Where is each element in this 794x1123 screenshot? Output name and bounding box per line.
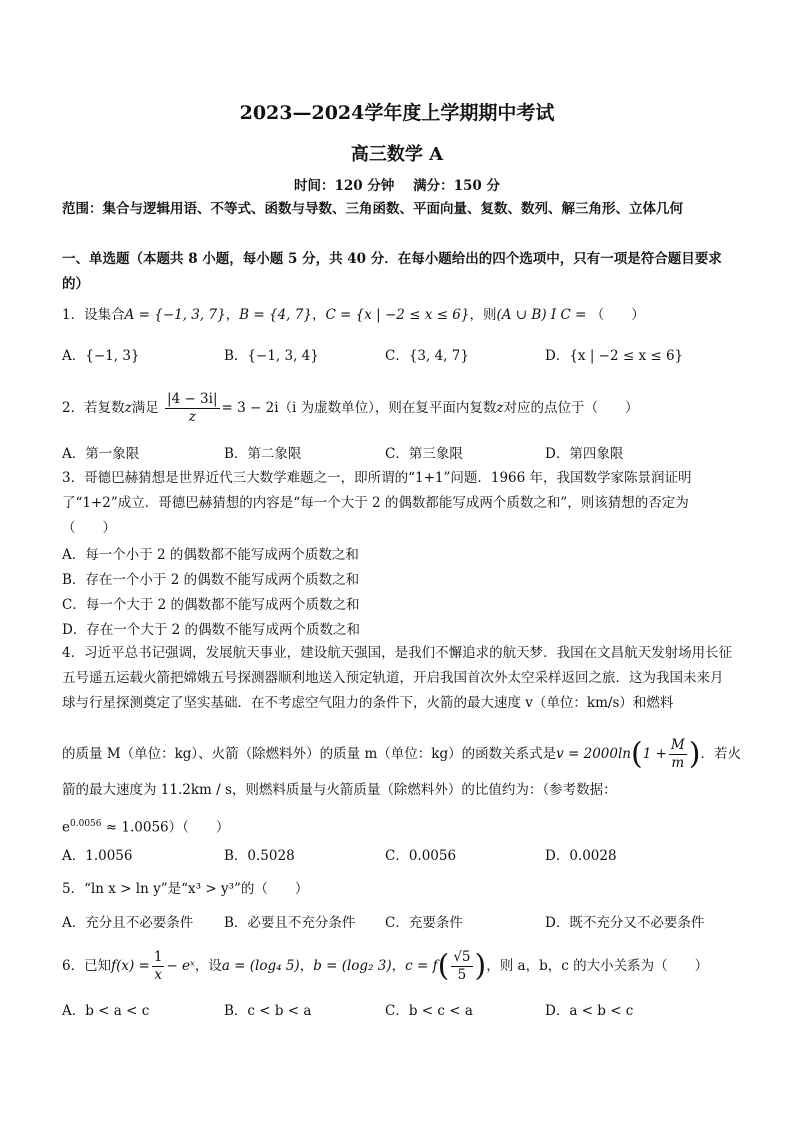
q6-stem-b: ，设 (194, 958, 222, 974)
q1-option-a[interactable]: A．{−1, 3} (62, 348, 140, 364)
q2-stem-c: （i 为虚数单位），则在复平面内复数 (278, 400, 497, 416)
q4-paren-right: ) (688, 736, 701, 772)
question-6: 6．已知f(x) = $\frac{1}{x}$ − eˣ，设a = (log₄ 5)，b = (log₂ 3)，c = f( $\frac{√5}{5}$ )，则 a，b，c 的大小关系为（ ） (62, 948, 709, 984)
q6-fraction (152, 949, 165, 984)
q2-denominator: z (188, 409, 196, 425)
q5-option-a[interactable]: A．充分且不必要条件 (62, 915, 194, 931)
q4-stem-c: ．若火 (700, 746, 741, 762)
q1-expr: (A ∪ B) I C (496, 307, 571, 323)
q6-fx: f(x) = (111, 958, 150, 974)
q1-stem-b: ，则 (469, 307, 497, 323)
q4-option-c[interactable]: C．0.0056 (385, 848, 457, 864)
time-info: 时间：120 分钟 满分：150 分 (293, 178, 501, 194)
q3-option-b[interactable]: B．存在一个小于 2 的偶数不能写成两个质数之和 (62, 572, 360, 588)
q4-fraction (669, 737, 687, 772)
q6-a-def: a = (log₄ 5) (221, 958, 300, 974)
q6-c-def: c = f (405, 958, 438, 974)
q6-c-fraction (451, 949, 472, 984)
q2-fraction (165, 391, 220, 426)
question-4-formula-line (62, 734, 752, 774)
question-3: 3．哥德巴赫猜想是世界近代三大数学难题之一，即所谓的“1+1”问题．1966 年，我国数学家陈景润证明了“1+2”成立．哥德巴赫猜想的内容是“每一个大于 2 的偶数都能写成两个质数之和”，则该猜想的否定为（ ） (62, 470, 692, 536)
exam-title: 2023—2024学年度上学期期中考试 (239, 102, 555, 124)
q4-ref-rhs: ≈ 1.0056）（ ） (105, 819, 230, 836)
q4-formula-one: 1 + (642, 746, 667, 762)
q4-paren-left: ( (631, 736, 643, 772)
q1-stem-c: = （ ） (575, 307, 645, 323)
q2-equals: = 3 − 2i (221, 400, 279, 416)
q6-option-d[interactable]: D．a < b < c (545, 1003, 634, 1019)
q5-option-d[interactable]: D．既不充分又不必要条件 (545, 915, 705, 931)
q3-option-d[interactable]: D．存在一个大于 2 的偶数不能写成两个质数之和 (62, 622, 360, 638)
q2-stem-d: 对应的点位于（ ） (503, 400, 639, 416)
q4-stem-d: 箭的最大速度为 11.2km / s，则燃料质量与火箭质量（除燃料外）的比值约为：（参考数据： (62, 782, 617, 798)
q6-c-num: √5 (453, 949, 471, 965)
q4-option-d[interactable]: D．0.0028 (545, 848, 617, 864)
q1-set-c: C = {x | −2 ≤ x ≤ 6} (325, 307, 470, 323)
q6-frac-den: x (154, 967, 162, 983)
q4-option-a[interactable]: A．1.0056 (62, 848, 133, 864)
section-heading: 一、单选题（本题共 8 小题，每小题 5 分，共 40 分．在每小题给出的四个选项中，只有一项是符合题目要求的） (62, 251, 722, 292)
q5-option-b[interactable]: B．必要且不充分条件 (224, 915, 356, 931)
q6-stem-a: 6．已知 (62, 958, 112, 974)
q6-option-a[interactable]: A．b < a < c (62, 1003, 150, 1019)
q1-stem-a: 1．设集合 (62, 307, 125, 323)
question-5: 5．“ln x > ln y”是“x³ > y³”的（ ） (62, 881, 309, 897)
q6-minus-exp: − eˣ (166, 958, 195, 974)
q4-denominator: m (671, 755, 685, 771)
q6-stem-c: ，则 a，b，c 的大小关系为（ ） (486, 958, 709, 974)
q6-paren-right: ) (474, 948, 487, 984)
q2-option-a[interactable]: A．第一象限 (62, 446, 140, 462)
exam-subtitle: 高三数学 A (350, 144, 444, 165)
q2-option-c[interactable]: C．第三象限 (385, 446, 463, 462)
q4-numerator: M (670, 737, 685, 753)
question-4-text: 4．习近平总书记强调，发展航天事业，建设航天强国，是我们不懈追求的航天梦．我国在文昌航天发射场用长征五号遥五运载火箭把嫦娥五号探测器顺利地送入预定轨道，开启我国首次外太空采样返回之旅．这为我国未来月球与行星探测奠定了坚实基础．在不考虑空气阻力的条件下，火箭的最大速度 v（单位：km/s）和燃料 (62, 645, 733, 711)
q2-stem-a: 2．若复数 (62, 400, 125, 416)
question-1: 1．设集合A = {−1, 3, 7}，B = {4, 7}，C = {x | −2 ≤ x ≤ 6}，则(A ∪ B) I C = （ ） (62, 307, 645, 323)
q1-option-c[interactable]: C．{3, 4, 7} (385, 348, 469, 364)
question-2 (62, 391, 752, 427)
q1-option-d[interactable]: D．{x | −2 ≤ x ≤ 6} (545, 348, 684, 364)
q4-option-b[interactable]: B．0.5028 (224, 848, 295, 864)
q4-ref-exp: 0.0056 (70, 819, 102, 829)
q4-ref-base: e (62, 819, 70, 836)
q3-option-c[interactable]: C．每一个大于 2 的偶数都不能写成两个质数之和 (62, 597, 360, 613)
q2-var-z2: z (496, 400, 504, 416)
q1-option-b[interactable]: B．{−1, 3, 4} (224, 348, 319, 364)
q3-option-a[interactable]: A．每一个小于 2 的偶数都不能写成两个质数之和 (62, 547, 359, 563)
q4-reference (62, 814, 752, 838)
q6-option-b[interactable]: B．c < b < a (224, 1003, 312, 1019)
q2-var-z: z (124, 400, 132, 416)
q2-option-b[interactable]: B．第二象限 (224, 446, 302, 462)
q5-option-c[interactable]: C．充要条件 (385, 915, 463, 931)
q4-stem-b: 的质量 M（单位：kg）、火箭（除燃料外）的质量 m（单位：kg）的函数关系式是 (62, 746, 557, 762)
q4-formula-lhs: v = 2000ln (556, 746, 631, 762)
q2-numerator: |4 − 3i| (167, 391, 218, 407)
q6-option-c[interactable]: C．b < c < a (385, 1003, 473, 1019)
q6-c-den: 5 (457, 967, 467, 983)
q2-stem-b: 满足 (131, 400, 159, 416)
q6-b-def: b = (log₂ 3) (313, 958, 392, 974)
scope-text: 范围：集合与逻辑用语、不等式、函数与导数、三角函数、平面向量、复数、数列、解三角形、立体几何 (62, 201, 683, 217)
q6-paren-left: ( (437, 948, 450, 984)
q2-option-d[interactable]: D．第四象限 (545, 446, 624, 462)
q1-set-a: A = {−1, 3, 7} (124, 307, 226, 323)
q6-frac-num: 1 (153, 949, 163, 965)
q1-set-b: B = {4, 7} (239, 307, 312, 323)
